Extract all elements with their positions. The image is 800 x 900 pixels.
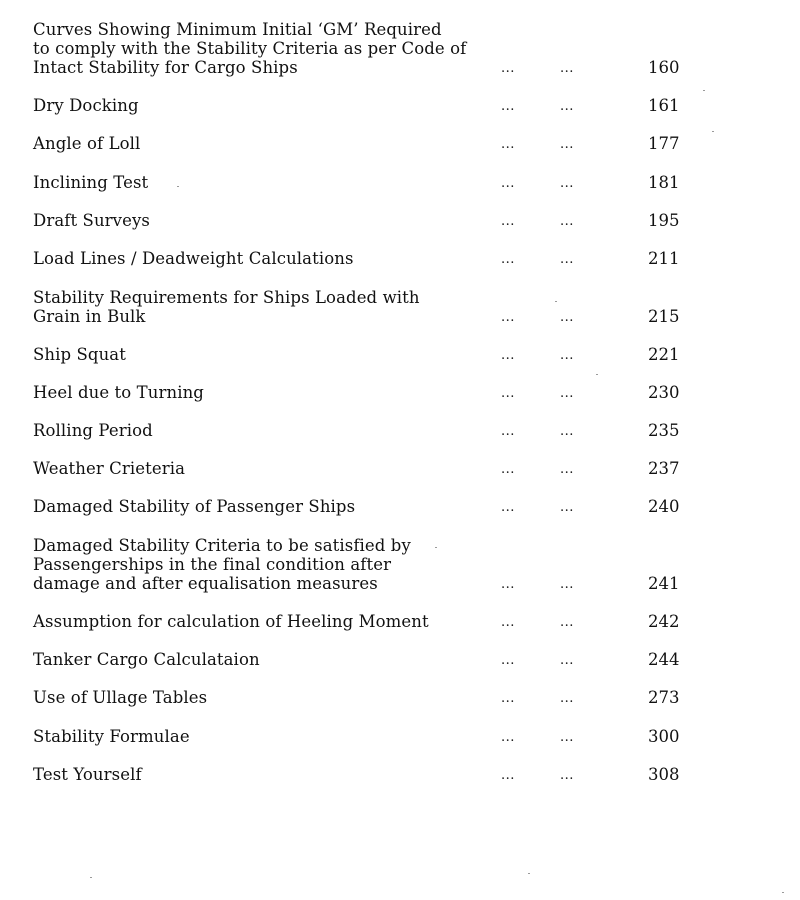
page-number: 237 (648, 459, 680, 478)
leader-dots: ... (560, 176, 574, 191)
leader-dots: ... (501, 768, 515, 783)
entry-title-line: Dry Docking (33, 96, 139, 115)
leader-dots: ... (560, 99, 574, 114)
leader-dots: ... (560, 61, 574, 76)
entry-title (33, 459, 483, 478)
entry-title-line: to comply with the Stability Criteria as per Code of (33, 39, 467, 58)
page-number: 211 (648, 249, 680, 268)
entry-title-line: damage and after equalisation measures (33, 574, 378, 593)
entry-title-line: Curves Showing Minimum Initial ‘GM’ Required (33, 20, 442, 39)
entry-title (33, 249, 483, 268)
entry-title (33, 173, 483, 192)
toc-entry (0, 249, 800, 268)
leader-dots: ... (560, 137, 574, 152)
entry-title-line: Damaged Stability Criteria to be satisfied by (33, 536, 411, 555)
toc-entry (0, 536, 800, 593)
scan-speck (703, 90, 705, 91)
leader-dots: ... (501, 137, 515, 152)
toc-entry (0, 20, 800, 77)
entry-title-line: Assumption for calculation of Heeling Moment (33, 612, 429, 631)
leader-dots: ... (560, 310, 574, 325)
leader-dots: ... (501, 99, 515, 114)
entry-title (33, 134, 483, 153)
toc-entry (0, 650, 800, 669)
entry-title (33, 20, 483, 77)
entry-title-line: Angle of Loll (33, 134, 141, 153)
leader-dots: ... (501, 61, 515, 76)
entry-title (33, 765, 483, 784)
scan-speck (555, 301, 557, 302)
page-number: 221 (648, 345, 680, 364)
entry-title-line: Grain in Bulk (33, 307, 146, 326)
scan-speck (528, 873, 530, 874)
leader-dots: ... (560, 462, 574, 477)
entry-title-line: Ship Squat (33, 345, 126, 364)
leader-dots: ... (501, 214, 515, 229)
entry-title-line: Passengerships in the final condition after (33, 555, 392, 574)
entry-title-line: Draft Surveys (33, 211, 150, 230)
scan-speck (782, 892, 784, 893)
page-number: 161 (648, 96, 680, 115)
entry-title-line: Weather Crieteria (33, 459, 186, 478)
entry-title (33, 96, 483, 115)
entry-title (33, 612, 483, 631)
leader-dots: ... (560, 386, 574, 401)
toc-entry (0, 96, 800, 115)
entry-title (33, 497, 483, 516)
entry-title-line: Stability Formulae (33, 727, 190, 746)
leader-dots: ... (560, 424, 574, 439)
page-number: 240 (648, 497, 680, 516)
leader-dots: ... (560, 500, 574, 515)
scan-speck (596, 374, 598, 375)
scan-speck (177, 186, 179, 187)
entry-title-line: Tanker Cargo Calculataion (33, 650, 260, 669)
leader-dots: ... (501, 577, 515, 592)
page-number: 177 (648, 134, 680, 153)
leader-dots: ... (501, 348, 515, 363)
toc-entry (0, 688, 800, 707)
leader-dots: ... (560, 615, 574, 630)
page-number: 235 (648, 421, 680, 440)
leader-dots: ... (501, 462, 515, 477)
entry-title-line: Inclining Test (33, 173, 149, 192)
leader-dots: ... (501, 653, 515, 668)
toc-entry (0, 134, 800, 153)
entry-title (33, 650, 483, 669)
leader-dots: ... (560, 768, 574, 783)
toc-entry (0, 383, 800, 402)
entry-title (33, 288, 483, 326)
entry-title (33, 536, 483, 593)
entry-title (33, 383, 483, 402)
page-number: 160 (648, 58, 680, 77)
leader-dots: ... (501, 176, 515, 191)
leader-dots: ... (560, 348, 574, 363)
scan-speck (90, 877, 92, 878)
leader-dots: ... (501, 386, 515, 401)
page-number: 241 (648, 574, 680, 593)
toc-entry (0, 612, 800, 631)
page-number: 215 (648, 307, 680, 326)
toc-entry (0, 727, 800, 746)
scan-speck (712, 131, 714, 132)
entry-title-line: Intact Stability for Cargo Ships (33, 58, 298, 77)
leader-dots: ... (560, 730, 574, 745)
entry-title-line: Heel due to Turning (33, 383, 204, 402)
leader-dots: ... (501, 691, 515, 706)
page-number: 195 (648, 211, 680, 230)
entry-title-line: Damaged Stability of Passenger Ships (33, 497, 356, 516)
entry-title (33, 421, 483, 440)
toc-entry (0, 421, 800, 440)
leader-dots: ... (501, 615, 515, 630)
toc-entry (0, 173, 800, 192)
entry-title (33, 211, 483, 230)
leader-dots: ... (501, 730, 515, 745)
page-number: 242 (648, 612, 680, 631)
page-number: 273 (648, 688, 680, 707)
page-number: 181 (648, 173, 680, 192)
entry-title-line: Test Yourself (33, 765, 142, 784)
leader-dots: ... (501, 500, 515, 515)
page-number: 230 (648, 383, 680, 402)
leader-dots: ... (501, 252, 515, 267)
leader-dots: ... (560, 577, 574, 592)
page-number: 308 (648, 765, 680, 784)
entry-title (33, 688, 483, 707)
entry-title-line: Rolling Period (33, 421, 153, 440)
toc-entry (0, 459, 800, 478)
leader-dots: ... (560, 653, 574, 668)
page-number: 300 (648, 727, 680, 746)
entry-title-line: Use of Ullage Tables (33, 688, 208, 707)
page-number: 244 (648, 650, 680, 669)
leader-dots: ... (501, 310, 515, 325)
entry-title (33, 727, 483, 746)
entry-title-line: Stability Requirements for Ships Loaded with (33, 288, 420, 307)
leader-dots: ... (501, 424, 515, 439)
toc-entry (0, 765, 800, 784)
scan-speck (435, 547, 437, 548)
entry-title-line: Load Lines / Deadweight Calculations (33, 249, 354, 268)
toc-entry (0, 345, 800, 364)
toc-entry (0, 497, 800, 516)
entry-title (33, 345, 483, 364)
leader-dots: ... (560, 252, 574, 267)
toc-entry (0, 211, 800, 230)
toc-entry (0, 288, 800, 326)
leader-dots: ... (560, 214, 574, 229)
leader-dots: ... (560, 691, 574, 706)
